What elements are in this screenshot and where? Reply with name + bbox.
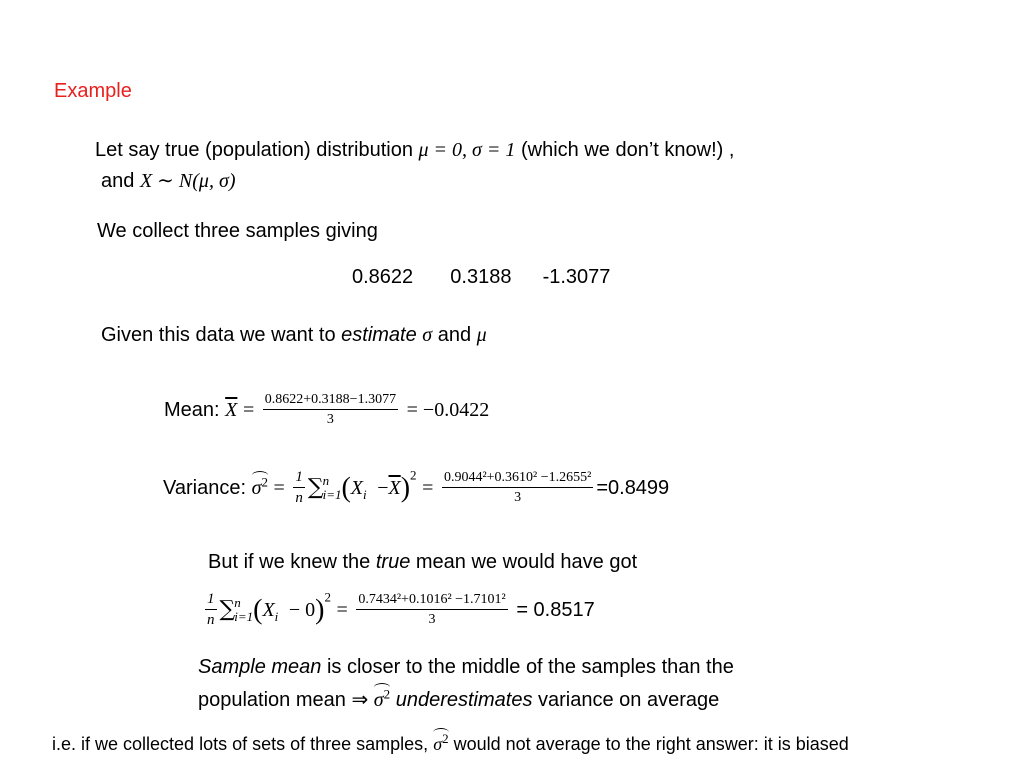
true-mean-suffix: mean we would have got	[410, 551, 638, 573]
given-prefix: Given this data we want to	[101, 324, 342, 346]
true-variance-result: = 0.8517	[516, 599, 595, 621]
mean-result: = −0.0422	[406, 399, 490, 421]
true-mean-equation: $\frac{1}{n}$ ∑ n i=1 $(X_i - 0)^2$ = $\frac{\text{0.7434²+0.1016² −1.7101²}}{3}$ = 0.8517	[207, 589, 595, 628]
sigma-hat-squared: $\sigma^2$	[433, 731, 449, 754]
variance-fraction	[442, 471, 593, 505]
conclusion-text-2a: population mean ⇒	[198, 689, 374, 711]
slide-title: Example	[54, 80, 132, 102]
conclusion-line-2	[198, 686, 720, 711]
mu-symbol: μ	[476, 324, 487, 346]
sigma-hat-squared: $\sigma^2$	[373, 686, 391, 711]
mean-denominator: 3	[326, 412, 334, 427]
sample-mean-emph: Sample mean	[198, 656, 322, 678]
sample-value: 0.8622	[352, 266, 414, 288]
variance-result: =0.8499	[596, 477, 670, 499]
variance-numerator: 0.9044²+0.3610² −1.2655²	[442, 471, 593, 488]
sample-mean-symbol: $\overline{X}$	[225, 399, 238, 421]
mean-label: Mean:	[164, 399, 226, 421]
conclusion-line-1	[198, 657, 734, 677]
footnote-prefix: i.e. if we collected lots of sets of three samples,	[52, 734, 434, 754]
footnote	[52, 731, 849, 754]
underestimates-emph: underestimates	[395, 689, 533, 711]
distribution-math: X ∼ N(μ, σ)	[139, 170, 236, 192]
footnote-suffix: would not average to the right answer: it is biased	[448, 734, 849, 754]
sample-value: -1.3077	[542, 266, 611, 288]
given-line	[101, 325, 487, 345]
given-and: and	[432, 324, 477, 346]
true-emph: true	[375, 551, 411, 573]
variance-denominator: 3	[514, 490, 522, 505]
intro-tail: (which we don’t know!) ,	[515, 139, 735, 161]
true-mean-prefix: But if we knew the	[208, 551, 376, 573]
intro-line-2	[101, 171, 235, 191]
intro-and: and	[101, 170, 140, 192]
variance-label: Variance:	[163, 477, 252, 499]
sigma-hat-squared: $\sigma^2$	[251, 474, 268, 499]
conclusion-text-1: is closer to the middle of the samples than the	[321, 656, 734, 678]
one-over-n: $\frac{1}{n}$	[295, 469, 303, 506]
intro-line-1	[95, 140, 734, 160]
true-variance-fraction	[356, 593, 507, 627]
mean-equation: Mean: $\overline{X}$ = $\frac{0.8622+0.3188-1.3077}{3}$ = −0.0422	[164, 392, 490, 427]
intro-params-math: μ = 0, σ = 1	[418, 139, 516, 161]
samples-row	[352, 267, 610, 287]
one-over-n: $\frac{1}{n}$	[207, 591, 215, 628]
mean-fraction	[263, 393, 398, 427]
true-variance-numerator: 0.7434²+0.1016² −1.7101²	[356, 593, 507, 610]
intro-text: Let say true (population) distribution	[95, 139, 419, 161]
mean-numerator: 0.8622+0.3188−1.3077	[263, 393, 398, 410]
conclusion-text-2b: variance on average	[532, 689, 720, 711]
sample-value: 0.3188	[450, 266, 512, 288]
true-mean-text	[208, 552, 637, 572]
variance-equation: Variance: $\sigma^2$ = $\frac{1}{n}$ ∑ n i=1 $(X_i -\overline{X})^2$ = $\frac{\text{0.9044²+0.3610² −1.2655²}}{3}$ =0.8499	[163, 467, 670, 506]
collect-text: We collect three samples giving	[97, 220, 378, 242]
sigma-symbol: σ	[422, 324, 433, 346]
true-variance-denominator: 3	[428, 612, 436, 627]
given-emph: estimate	[341, 324, 417, 346]
